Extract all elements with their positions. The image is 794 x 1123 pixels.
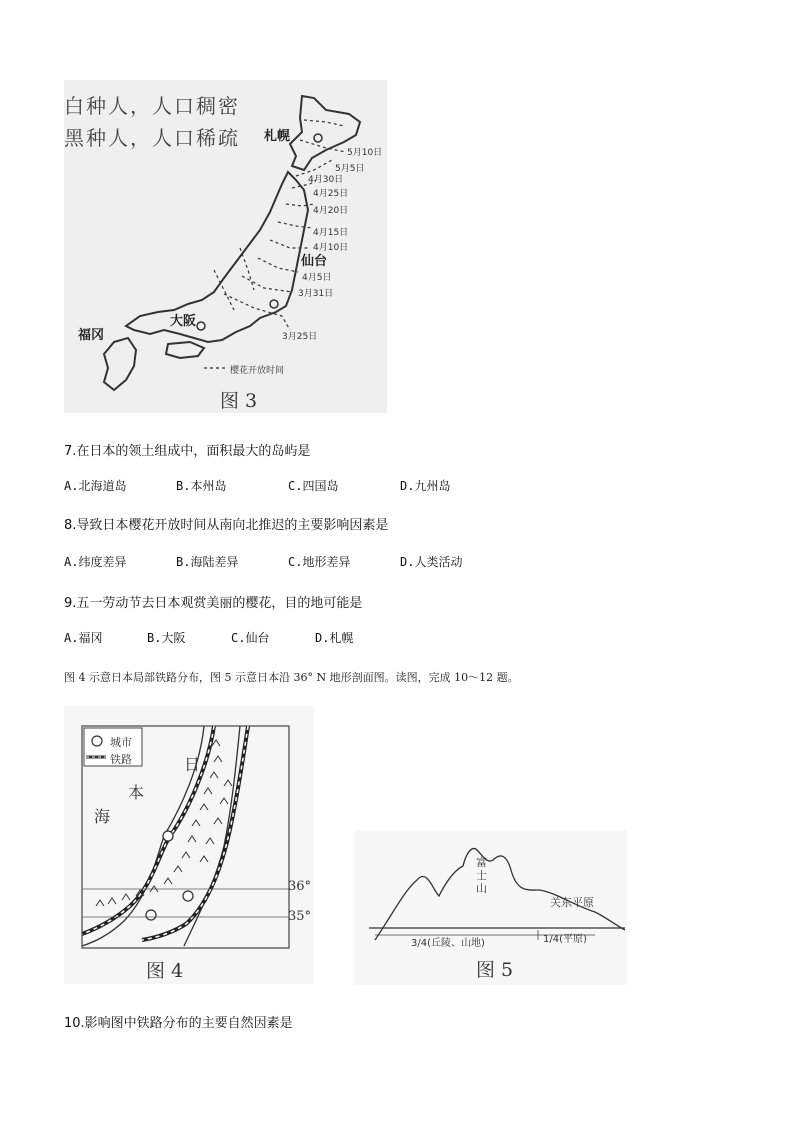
peak-label-char: 富 — [476, 856, 487, 869]
figure-4-5-intro: 图 4 示意日本局部铁路分布，图 5 示意日本沿 36° N 地形剖面图。读图，完成 10～12 题。 — [64, 671, 519, 684]
option-letter: C. — [231, 631, 246, 645]
figure-3-japan-map — [64, 80, 387, 413]
sea-label-char: 日 — [184, 755, 201, 774]
plain-ratio-label: 1/4(平原) — [543, 934, 587, 945]
date-label: 3月25日 — [282, 332, 318, 342]
option-text: 地形差异 — [302, 555, 351, 569]
option-b[interactable] — [147, 629, 185, 646]
option-letter: D. — [400, 479, 415, 493]
option-text: 本州岛 — [190, 479, 227, 493]
option-text: 福冈 — [78, 631, 103, 645]
option-d[interactable] — [400, 477, 450, 494]
option-d[interactable] — [315, 629, 353, 646]
fig3-legend-line-1: 白种人，人口稠密 — [64, 94, 240, 118]
option-text: 人类活动 — [414, 555, 463, 569]
fig3-legend-line-2: 黑种人，人口稀疏 — [64, 126, 240, 150]
peak-label-char: 士 — [476, 869, 487, 882]
city-sapporo: 札幌 — [264, 129, 291, 144]
fig4-legend-city: 城市 — [110, 736, 132, 749]
railway-map-drawing — [64, 706, 314, 984]
option-letter: D. — [400, 555, 415, 569]
city-osaka: 大阪 — [170, 314, 197, 329]
peak-label-char: 山 — [476, 882, 487, 895]
osaka-marker — [197, 322, 205, 330]
date-label: 4月30日 — [308, 175, 344, 185]
option-text: 北海道岛 — [78, 479, 127, 493]
date-label: 4月5日 — [302, 273, 332, 283]
option-letter: A. — [64, 479, 79, 493]
option-text: 大阪 — [161, 631, 186, 645]
date-label: 5月5日 — [335, 164, 365, 174]
sea-label-char: 海 — [94, 807, 111, 826]
option-a[interactable] — [64, 629, 102, 646]
question-10-stem: 10.影响图中铁路分布的主要自然因素是 — [64, 1016, 293, 1031]
question-9-stem: 9.五一劳动节去日本观赏美丽的樱花，目的地可能是 — [64, 596, 363, 611]
option-letter: A. — [64, 631, 79, 645]
option-text: 海陆差异 — [190, 555, 239, 569]
fig4-legend-railway: 铁路 — [110, 753, 132, 766]
figure-4-railway-map — [64, 706, 314, 984]
option-letter: A. — [64, 555, 79, 569]
option-text: 九州岛 — [414, 479, 451, 493]
question-7-stem: 7.在日本的领土组成中，面积最大的岛屿是 — [64, 444, 311, 459]
hill-ratio-label: 3/4(丘陵、山地) — [411, 938, 485, 949]
option-text: 札幌 — [329, 631, 354, 645]
date-label: 4月25日 — [313, 189, 349, 199]
question-8-stem: 8.导致日本樱花开放时间从南向北推迟的主要影响因素是 — [64, 518, 389, 533]
option-text: 仙台 — [245, 631, 270, 645]
fig4-caption: 图 4 — [146, 960, 184, 982]
date-label: 4月15日 — [313, 228, 349, 238]
option-letter: B. — [147, 631, 162, 645]
fig3-legend-text: 樱花开放时间 — [230, 366, 285, 376]
tokyo-marker — [270, 300, 278, 308]
option-c[interactable] — [231, 629, 269, 646]
city-sendai: 仙台 — [301, 254, 328, 269]
option-letter: C. — [288, 479, 303, 493]
figure-5-terrain-profile — [355, 830, 627, 985]
city-fukuoka: 福冈 — [78, 328, 105, 343]
option-letter: B. — [176, 555, 191, 569]
sea-label-char: 本 — [128, 783, 145, 802]
lat-35-label: 35° — [288, 909, 312, 924]
option-text: 纬度差异 — [78, 555, 127, 569]
sapporo-marker — [314, 134, 322, 142]
option-letter: B. — [176, 479, 191, 493]
option-a[interactable] — [64, 553, 126, 570]
option-c[interactable] — [288, 477, 338, 494]
option-b[interactable] — [176, 477, 226, 494]
fig3-caption: 图 3 — [220, 390, 258, 412]
option-a[interactable] — [64, 477, 126, 494]
date-label: 4月20日 — [313, 206, 349, 216]
fig5-caption: 图 5 — [476, 959, 514, 981]
date-label: 4月10日 — [313, 243, 349, 253]
option-letter: C. — [288, 555, 303, 569]
plain-label: 关东平原 — [550, 896, 594, 909]
option-b[interactable] — [176, 553, 238, 570]
lat-36-label: 36° — [288, 879, 312, 894]
option-c[interactable] — [288, 553, 350, 570]
option-letter: D. — [315, 631, 330, 645]
date-label: 5月10日 — [347, 148, 383, 158]
date-label: 3月31日 — [298, 289, 334, 299]
option-d[interactable] — [400, 553, 462, 570]
option-text: 四国岛 — [302, 479, 339, 493]
